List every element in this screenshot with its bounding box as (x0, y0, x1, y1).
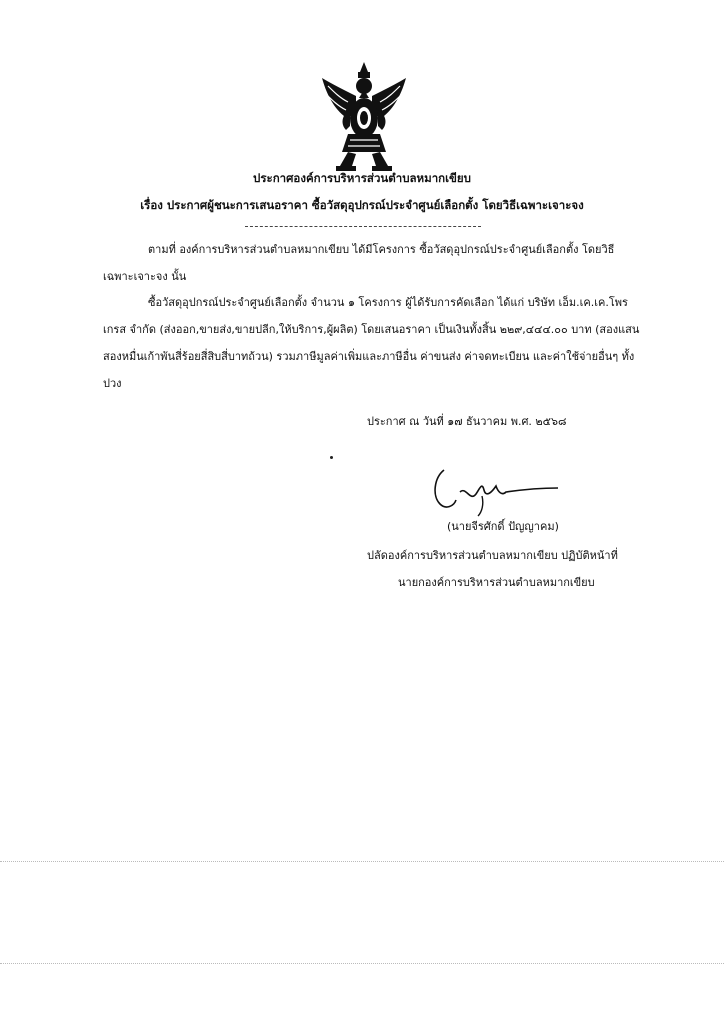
announcement-subject: เรื่อง ประกาศผู้ชนะการเสนอราคา ซื้อวัสดุอุปกรณ์ประจำศูนย์เลือกตั้ง โดยวิธีเฉพาะเจาะจง (140, 198, 584, 212)
paragraph-2-line-4: ปวง (103, 377, 122, 390)
announcement-date: ประกาศ ณ วันที่ ๑๗ ธันวาคม พ.ศ. ๒๕๖๘ (367, 415, 567, 428)
scan-speck (330, 456, 333, 459)
announcement-org-title: ประกาศองค์การบริหารส่วนตำบลหมากเขียบ (253, 171, 471, 185)
handwritten-signature-icon (432, 462, 562, 522)
title-divider (245, 226, 481, 227)
signatory-position-2: นายกองค์การบริหารส่วนตำบลหมากเขียบ (398, 576, 595, 589)
signatory-name: (นายจีรศักดิ์ ปัญญาคม) (447, 520, 559, 533)
paragraph-2-line-1: ซื้อวัสดุอุปกรณ์ประจำศูนย์เลือกตั้ง จำนวน ๑ โครงการ ผู้ได้รับการคัดเลือก ได้แก่ บริษัท เอ็ม.เค.เค.โพร (148, 296, 628, 309)
scan-artifact-line (0, 963, 724, 964)
signatory-position-1: ปลัดองค์การบริหารส่วนตำบลหมากเขียบ ปฏิบัติหน้าที่ (367, 549, 618, 562)
scan-artifact-line (0, 861, 724, 862)
paragraph-2-line-2: เกรส จำกัด (ส่งออก,ขายส่ง,ขายปลีก,ให้บริการ,ผู้ผลิต) โดยเสนอราคา เป็นเงินทั้งสิ้น ๒๒๙,๔๔๔.๐๐ บาท (สองแสน (103, 323, 640, 336)
paragraph-1-line-1: ตามที่ องค์การบริหารส่วนตำบลหมากเขียบ ได้มีโครงการ ซื้อวัสดุอุปกรณ์ประจำศูนย์เลือกตั้ง โดยวิธี (148, 243, 615, 256)
paragraph-2-line-3: สองหมื่นเก้าพันสี่ร้อยสี่สิบสี่บาทถ้วน) รวมภาษีมูลค่าเพิ่มและภาษีอื่น ค่าขนส่ง ค่าจดทะเบียน และค่าใช้จ่ายอื่นๆ ทั้ง (103, 350, 635, 363)
paragraph-1-line-2: เฉพาะเจาะจง นั้น (103, 270, 187, 283)
garuda-emblem-icon (318, 62, 410, 174)
